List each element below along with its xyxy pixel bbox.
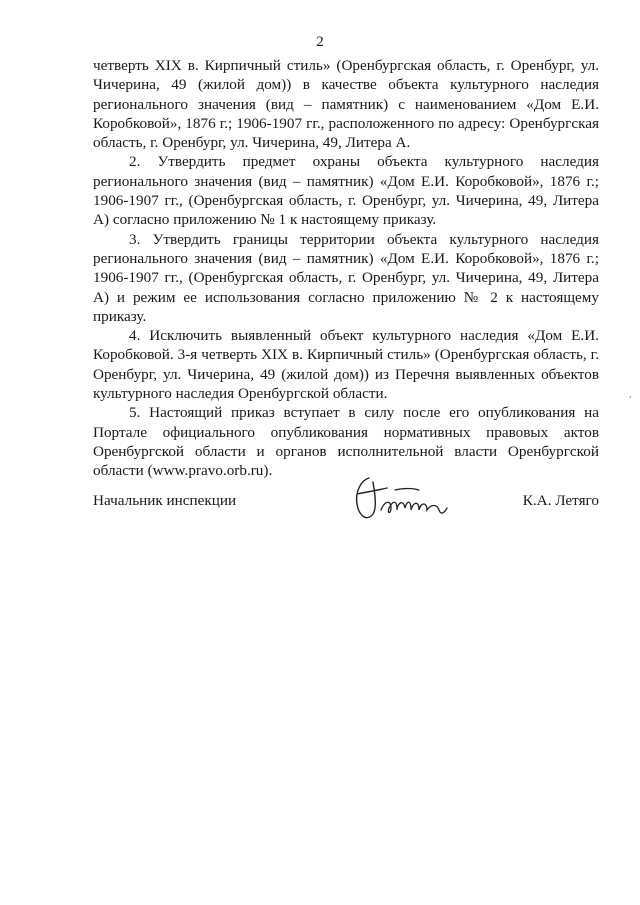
signatory-position: Начальник инспекции: [93, 492, 237, 509]
handwritten-signature: [347, 470, 459, 528]
paragraph-continuation: четверть XIX в. Кирпичный стиль» (Оренбургская область, г. Оренбург, ул. Чичерина, 49 (жилой дом)) в качестве объекта культурного наследия регионального значения (вид – памятник) с наименованием «Дом Е.И. Коробковой», 1876 г.; 1906-1907 гг., расположенного по адресу: Оренбургская область, г. Оренбург, ул. Чичерина, 49, Литера А.: [93, 57, 599, 152]
paragraph-item-2: 2. Утвердить предмет охраны объекта культурного наследия регионального значения (вид – памятник) «Дом Е.И. Коробковой», 1876 г.; 1906-1907 гг., (Оренбургская область, г. Оренбург, ул. Чичерина, 49, Литера А) согласно приложению № 1 к настоящему приказу.: [93, 153, 599, 229]
page-number: 2: [316, 34, 324, 50]
signatory-name: К.А. Летяго: [522, 492, 599, 509]
edge-mark: ʼ: [628, 395, 632, 406]
document-body: [93, 56, 599, 481]
paragraph-item-5: 5. Настоящий приказ вступает в силу после его опубликования на Портале официального опубликования нормативных правовых актов Оренбургской области и органов исполнительной власти Оренбургской области (www.pravo.orb.ru).: [93, 404, 599, 480]
signature-block: [93, 470, 599, 530]
paragraph-item-3: 3. Утвердить границы территории объекта культурного наследия регионального значения (вид – памятник) «Дом Е.И. Коробковой», 1876 г.; 1906-1907 гг., (Оренбургская область, г. Оренбург, ул. Чичерина, 49, Литера А) и режим ее использования согласно приложению № 2 к настоящему приказу.: [93, 230, 599, 325]
paragraph-item-4: 4. Исключить выявленный объект культурного наследия «Дом Е.И. Коробковой. 3-я четверть XIX в. Кирпичный стиль» (Оренбургская область, г. Оренбург, ул. Чичерина, 49 (жилой дом)) из Перечня выявленных объектов культурного наследия Оренбургской области.: [93, 327, 599, 403]
